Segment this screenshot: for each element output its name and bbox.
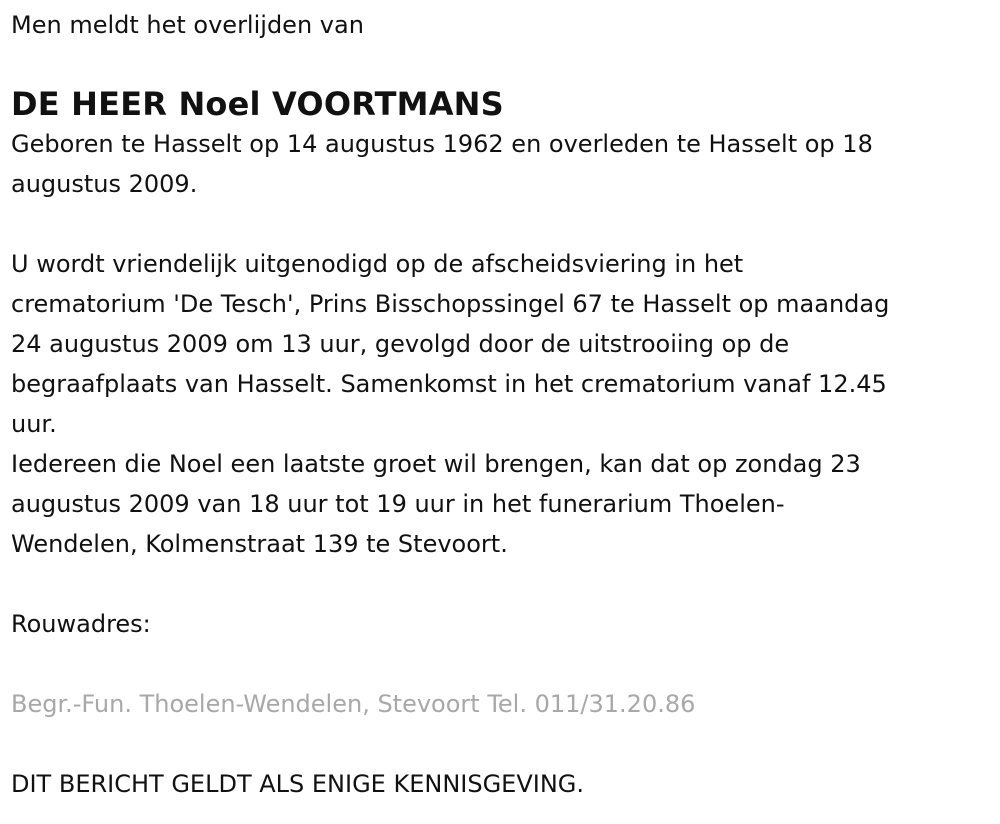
ceremony-line: begraafplaats van Hasselt. Samenkomst in het crematorium vanaf 12.45	[11, 370, 887, 398]
birth-line: augustus 2009.	[11, 170, 198, 198]
spacer	[11, 204, 1000, 244]
birth-line: Geboren te Hasselt op 14 augustus 1962 en overleden te Hasselt op 18	[11, 130, 873, 158]
deceased-name: DE HEER Noel VOORTMANS	[11, 85, 504, 123]
ceremony-line: U wordt vriendelijk uitgenodigd op de afscheidsviering in het	[11, 250, 744, 278]
funeral-home-contact: Begr.-Fun. Thoelen-Wendelen, Stevoort Tel. 011/31.20.86	[11, 690, 696, 718]
spacer	[11, 564, 1000, 604]
visitation-line: Iedereen die Noel een laatste groet wil brengen, kan dat op zondag 23	[11, 450, 861, 478]
spacer	[11, 644, 1000, 684]
address-label: Rouwadres:	[11, 610, 151, 638]
ceremony-line: crematorium 'De Tesch', Prins Bisschopssingel 67 te Hasselt op maandag	[11, 290, 890, 318]
ceremony-line: uur.	[11, 410, 57, 438]
spacer	[11, 724, 1000, 764]
closing-notice: DIT BERICHT GELDT ALS ENIGE KENNISGEVING.	[11, 770, 585, 798]
intro-text: Men meldt het overlijden van	[11, 11, 364, 39]
visitation-line: augustus 2009 van 18 uur tot 19 uur in het funerarium Thoelen-	[11, 490, 785, 518]
visitation-line: Wendelen, Kolmenstraat 139 te Stevoort.	[11, 530, 508, 558]
ceremony-line: 24 augustus 2009 om 13 uur, gevolgd door de uitstrooiing op de	[11, 330, 790, 358]
